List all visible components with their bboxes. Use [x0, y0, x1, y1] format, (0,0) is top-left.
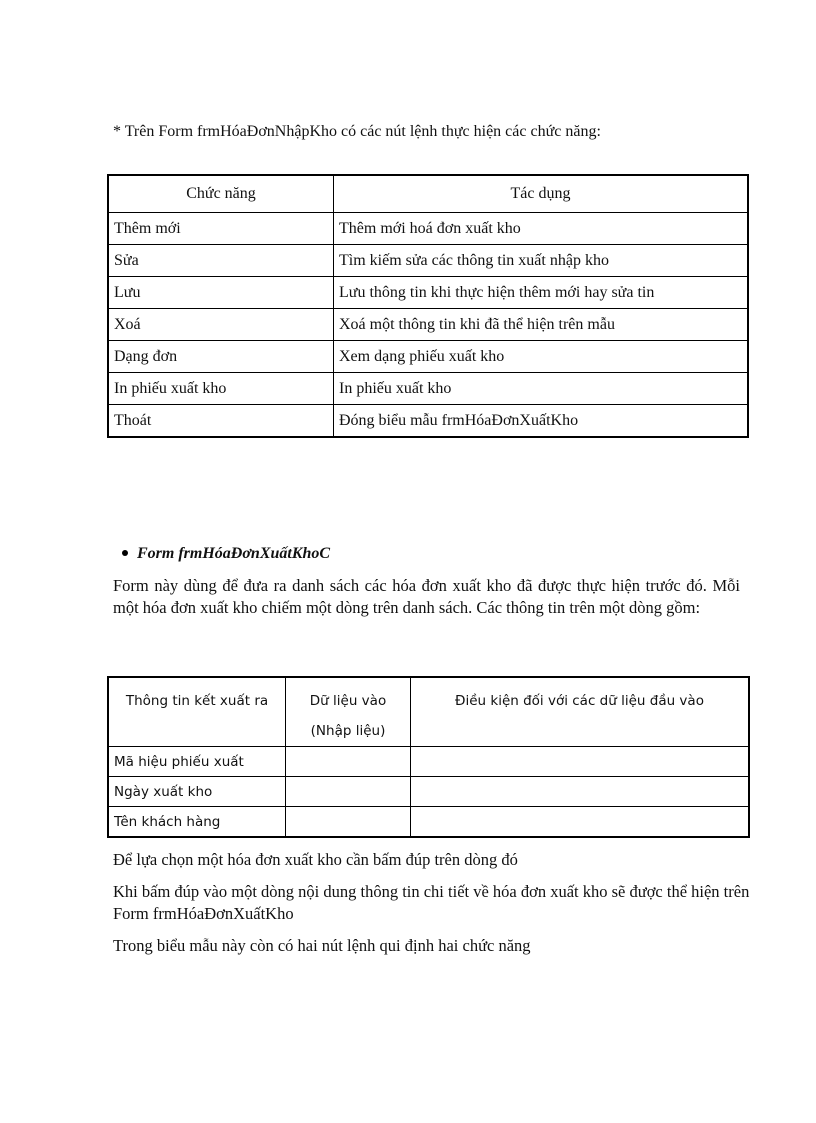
function-cell: Lưu [108, 277, 334, 309]
table-row [108, 245, 748, 277]
function-cell: Dạng đơn [108, 341, 334, 373]
header-input-data: Dữ liệu vào (Nhập liệu) [286, 677, 411, 747]
input-cell [286, 777, 411, 807]
header-function: Chức năng [108, 175, 334, 213]
output-cell: Tên khách hàng [108, 807, 286, 838]
table-row [108, 777, 749, 807]
table-row [108, 341, 748, 373]
description-paragraph: Form này dùng để đưa ra danh sách các hóa đơn xuất kho đã được thực hiện trước đó. Mỗi một hóa đơn xuất kho chiếm một dòng trên danh sách. Các thông tin trên một dòng gồm: [113, 576, 740, 617]
bullet-icon [122, 550, 128, 556]
effect-cell: Đóng biểu mẫu frmHóaĐơnXuấtKho [334, 405, 749, 438]
function-cell: In phiếu xuất kho [108, 373, 334, 405]
instruction-line-3: Trong biểu mẫu này còn có hai nút lệnh qui định hai chức năng [113, 936, 531, 955]
condition-cell [411, 807, 750, 838]
header-conditions: Điều kiện đối với các dữ liệu đầu vào [411, 677, 750, 747]
input-cell [286, 807, 411, 838]
input-cell [286, 747, 411, 777]
effect-cell: In phiếu xuất kho [334, 373, 749, 405]
header-output-info: Thông tin kết xuất ra [108, 677, 286, 747]
table-row [108, 373, 748, 405]
function-cell: Thoát [108, 405, 334, 438]
instruction-line-1: Để lựa chọn một hóa đơn xuất kho cần bấm đúp trên dòng đó [113, 850, 518, 869]
table-header-row [108, 175, 748, 213]
header-effect: Tác dụng [334, 175, 749, 213]
effect-cell: Thêm mới hoá đơn xuất kho [334, 213, 749, 245]
table-row [108, 213, 748, 245]
table-row [108, 405, 748, 438]
effect-cell: Xoá một thông tin khi đã thể hiện trên mẫu [334, 309, 749, 341]
function-cell: Sửa [108, 245, 334, 277]
section-heading [122, 545, 330, 563]
condition-cell [411, 747, 750, 777]
table-row [108, 309, 748, 341]
output-cell: Mã hiệu phiếu xuất [108, 747, 286, 777]
effect-cell: Xem dạng phiếu xuất kho [334, 341, 749, 373]
intro-text: * Trên Form frmHóaĐơnNhậpKho có các nút lệnh thực hiện các chức năng: [113, 123, 601, 140]
function-cell: Xoá [108, 309, 334, 341]
table-row [108, 277, 748, 309]
effect-cell: Tìm kiếm sửa các thông tin xuất nhập kho [334, 245, 749, 277]
info-table [107, 676, 750, 838]
functions-table [107, 174, 749, 438]
output-cell: Ngày xuất kho [108, 777, 286, 807]
table-row [108, 747, 749, 777]
table-row [108, 807, 749, 838]
table-header-row [108, 677, 749, 747]
instruction-line-2: Khi bấm đúp vào một dòng nội dung thông tin chi tiết về hóa đơn xuất kho sẽ được thể hiện trên Form frmHóaĐơnXuấtKho [113, 882, 750, 923]
condition-cell [411, 777, 750, 807]
effect-cell: Lưu thông tin khi thực hiện thêm mới hay sửa tin [334, 277, 749, 309]
function-cell: Thêm mới [108, 213, 334, 245]
section-heading-text: Form frmHóaĐơnXuấtKhoC [137, 545, 331, 562]
